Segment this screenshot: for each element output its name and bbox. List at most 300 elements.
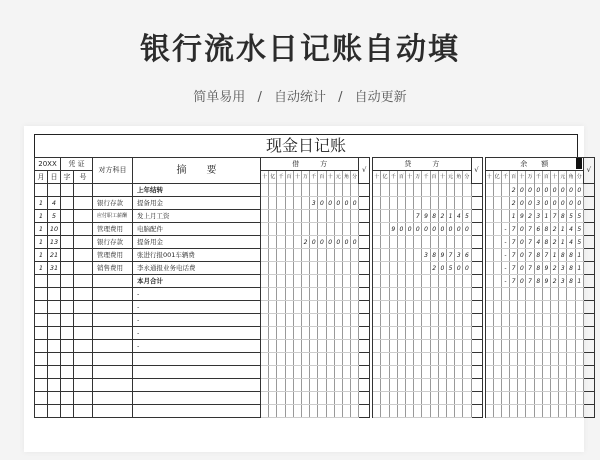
credit-digit bbox=[438, 353, 446, 366]
credit-digit bbox=[406, 275, 414, 288]
debit-digit bbox=[285, 223, 293, 236]
debit-digit bbox=[277, 405, 285, 418]
credit-digit bbox=[438, 314, 446, 327]
account-cell bbox=[93, 327, 133, 340]
check-cell bbox=[359, 301, 370, 314]
debit-digit bbox=[310, 184, 318, 197]
digit-unit-header: 百 bbox=[397, 171, 405, 184]
credit-digit bbox=[422, 197, 430, 210]
credit-digit bbox=[455, 340, 463, 353]
account-cell bbox=[93, 314, 133, 327]
balance-digit bbox=[501, 197, 509, 210]
credit-digit bbox=[430, 379, 438, 392]
credit-digit bbox=[381, 184, 389, 197]
debit-digit bbox=[269, 379, 277, 392]
credit-digit bbox=[414, 379, 422, 392]
debit-digit bbox=[301, 223, 309, 236]
balance-digit bbox=[510, 301, 518, 314]
summary-cell: - bbox=[133, 288, 261, 301]
balance-digit: 2 bbox=[551, 236, 559, 249]
balance-digit: 9 bbox=[542, 262, 550, 275]
balance-digit: 0 bbox=[567, 197, 575, 210]
credit-digit bbox=[381, 379, 389, 392]
debit-digit bbox=[301, 353, 309, 366]
credit-digit: 0 bbox=[463, 223, 471, 236]
check-cell bbox=[359, 210, 370, 223]
debit-digit bbox=[301, 314, 309, 327]
day-cell bbox=[48, 301, 61, 314]
balance-digit: 7 bbox=[510, 236, 518, 249]
credit-digit bbox=[397, 314, 405, 327]
check-cell bbox=[583, 340, 594, 353]
credit-digit bbox=[397, 262, 405, 275]
balance-digit: 4 bbox=[534, 236, 542, 249]
day-cell bbox=[48, 379, 61, 392]
debit-digit bbox=[285, 366, 293, 379]
debit-digit bbox=[351, 353, 359, 366]
balance-digit: 8 bbox=[542, 236, 550, 249]
debit-digit bbox=[293, 353, 301, 366]
balance-digit bbox=[493, 210, 501, 223]
balance-digit: - bbox=[501, 262, 509, 275]
ledger-title: 现金日记账 bbox=[34, 134, 578, 157]
debit-digit bbox=[310, 405, 318, 418]
voucher-number-cell bbox=[74, 262, 93, 275]
voucher-number-cell bbox=[74, 184, 93, 197]
debit-digit bbox=[351, 210, 359, 223]
month-cell bbox=[35, 301, 48, 314]
credit-digit bbox=[381, 405, 389, 418]
credit-digit bbox=[414, 340, 422, 353]
credit-digit bbox=[463, 314, 471, 327]
credit-digit bbox=[422, 288, 430, 301]
balance-digit bbox=[493, 197, 501, 210]
month-cell bbox=[35, 288, 48, 301]
debit-digit bbox=[269, 340, 277, 353]
debit-digit bbox=[301, 262, 309, 275]
credit-digit bbox=[438, 301, 446, 314]
digit-unit-header: 十 bbox=[261, 171, 269, 184]
account-cell: 销售费用 bbox=[93, 262, 133, 275]
account-cell: 银行存款 bbox=[93, 236, 133, 249]
digit-unit-header: 万 bbox=[301, 171, 309, 184]
debit-digit bbox=[261, 340, 269, 353]
month-cell bbox=[35, 184, 48, 197]
voucher-type-cell bbox=[61, 301, 74, 314]
debit-digit bbox=[318, 210, 326, 223]
balance-digit bbox=[518, 340, 526, 353]
credit-digit bbox=[422, 314, 430, 327]
debit-digit bbox=[318, 392, 326, 405]
debit-digit bbox=[326, 288, 334, 301]
balance-digit bbox=[526, 288, 534, 301]
voucher-type-cell bbox=[61, 366, 74, 379]
check-cell bbox=[359, 288, 370, 301]
balance-digit bbox=[551, 366, 559, 379]
debit-digit bbox=[261, 223, 269, 236]
credit-digit bbox=[414, 392, 422, 405]
digit-unit-header: 万 bbox=[414, 171, 422, 184]
debit-digit bbox=[334, 301, 342, 314]
ledger-row bbox=[35, 314, 595, 327]
debit-digit bbox=[269, 392, 277, 405]
credit-digit bbox=[446, 353, 454, 366]
credit-digit: 8 bbox=[430, 210, 438, 223]
balance-digit: 9 bbox=[542, 275, 550, 288]
debit-digit bbox=[351, 288, 359, 301]
digit-unit-header: 千 bbox=[389, 171, 397, 184]
credit-digit bbox=[389, 379, 397, 392]
debit-digit bbox=[269, 249, 277, 262]
balance-digit bbox=[551, 314, 559, 327]
credit-digit bbox=[373, 301, 381, 314]
day-cell: 4 bbox=[48, 197, 61, 210]
account-cell bbox=[93, 275, 133, 288]
debit-digit bbox=[334, 288, 342, 301]
summary-cell: - bbox=[133, 301, 261, 314]
credit-digit bbox=[373, 249, 381, 262]
balance-digit bbox=[534, 340, 542, 353]
balance-digit: 3 bbox=[559, 275, 567, 288]
voucher-header: 凭 证 bbox=[61, 158, 93, 171]
balance-digit bbox=[485, 197, 493, 210]
voucher-number-cell bbox=[74, 314, 93, 327]
debit-digit bbox=[293, 288, 301, 301]
credit-digit bbox=[455, 379, 463, 392]
credit-digit bbox=[381, 223, 389, 236]
credit-digit bbox=[414, 236, 422, 249]
month-header: 月 bbox=[35, 171, 48, 184]
check-cell bbox=[359, 379, 370, 392]
debit-digit bbox=[342, 405, 350, 418]
debit-digit bbox=[269, 366, 277, 379]
balance-digit: 7 bbox=[542, 249, 550, 262]
debit-digit bbox=[351, 379, 359, 392]
summary-cell: 本月合计 bbox=[133, 275, 261, 288]
digit-unit-header: 角 bbox=[455, 171, 463, 184]
debit-digit bbox=[310, 314, 318, 327]
summary-cell bbox=[133, 353, 261, 366]
balance-digit bbox=[501, 314, 509, 327]
credit-digit bbox=[446, 184, 454, 197]
balance-digit bbox=[518, 353, 526, 366]
credit-digit bbox=[446, 197, 454, 210]
balance-digit bbox=[493, 392, 501, 405]
credit-digit bbox=[406, 184, 414, 197]
credit-digit: 0 bbox=[414, 223, 422, 236]
debit-digit bbox=[326, 327, 334, 340]
balance-digit bbox=[501, 210, 509, 223]
balance-digit bbox=[485, 288, 493, 301]
credit-digit: 5 bbox=[446, 262, 454, 275]
account-cell bbox=[93, 366, 133, 379]
summary-cell: - bbox=[133, 327, 261, 340]
balance-digit bbox=[575, 405, 583, 418]
credit-digit bbox=[373, 275, 381, 288]
debit-digit bbox=[293, 314, 301, 327]
digit-unit-header: 十 bbox=[326, 171, 334, 184]
balance-digit: 1 bbox=[542, 210, 550, 223]
voucher-number-cell bbox=[74, 197, 93, 210]
check-cell bbox=[471, 210, 482, 223]
summary-cell: 张进行报001车辆费 bbox=[133, 249, 261, 262]
credit-digit: 0 bbox=[430, 223, 438, 236]
balance-digit bbox=[485, 405, 493, 418]
debit-digit bbox=[318, 379, 326, 392]
month-cell bbox=[35, 366, 48, 379]
debit-digit: 0 bbox=[326, 197, 334, 210]
balance-digit bbox=[534, 366, 542, 379]
credit-digit bbox=[381, 301, 389, 314]
balance-digit bbox=[485, 353, 493, 366]
credit-digit bbox=[389, 327, 397, 340]
debit-digit bbox=[261, 262, 269, 275]
debit-digit bbox=[334, 249, 342, 262]
check-cell bbox=[359, 340, 370, 353]
balance-digit: 3 bbox=[559, 262, 567, 275]
debit-digit bbox=[334, 392, 342, 405]
debit-digit bbox=[334, 262, 342, 275]
account-header: 对方科目 bbox=[93, 158, 133, 184]
debit-digit bbox=[326, 392, 334, 405]
credit-digit: 1 bbox=[446, 210, 454, 223]
month-cell bbox=[35, 340, 48, 353]
check-cell bbox=[359, 223, 370, 236]
balance-digit bbox=[559, 405, 567, 418]
balance-digit bbox=[542, 392, 550, 405]
ledger-table bbox=[34, 157, 595, 418]
debit-digit bbox=[269, 405, 277, 418]
page-subtitle bbox=[0, 86, 600, 105]
check-cell bbox=[471, 275, 482, 288]
debit-digit bbox=[326, 353, 334, 366]
voucher-type-cell bbox=[61, 197, 74, 210]
debit-digit bbox=[326, 314, 334, 327]
balance-digit bbox=[510, 288, 518, 301]
debit-digit bbox=[261, 353, 269, 366]
debit-digit bbox=[310, 262, 318, 275]
voucher-number-cell bbox=[74, 353, 93, 366]
balance-digit bbox=[518, 392, 526, 405]
debit-digit bbox=[301, 366, 309, 379]
credit-digit bbox=[397, 288, 405, 301]
debit-digit bbox=[277, 236, 285, 249]
debit-digit bbox=[301, 327, 309, 340]
subtitle-item: 简单易用 bbox=[193, 90, 246, 105]
credit-digit bbox=[373, 379, 381, 392]
debit-digit bbox=[293, 379, 301, 392]
balance-digit bbox=[485, 184, 493, 197]
balance-digit: 1 bbox=[551, 249, 559, 262]
credit-digit bbox=[414, 288, 422, 301]
credit-digit bbox=[373, 223, 381, 236]
check-header: √ bbox=[583, 158, 594, 184]
check-header: √ bbox=[471, 158, 482, 184]
check-cell bbox=[583, 301, 594, 314]
credit-digit bbox=[373, 288, 381, 301]
credit-digit bbox=[389, 262, 397, 275]
balance-digit bbox=[567, 301, 575, 314]
balance-digit: 1 bbox=[559, 223, 567, 236]
ledger-row bbox=[35, 366, 595, 379]
balance-digit: 3 bbox=[534, 197, 542, 210]
balance-digit bbox=[542, 366, 550, 379]
credit-digit bbox=[406, 262, 414, 275]
credit-digit bbox=[422, 366, 430, 379]
voucher-number-cell bbox=[74, 340, 93, 353]
balance-digit bbox=[501, 405, 509, 418]
credit-digit bbox=[438, 275, 446, 288]
debit-digit bbox=[293, 262, 301, 275]
check-cell bbox=[583, 379, 594, 392]
ledger-row bbox=[35, 236, 595, 249]
debit-digit bbox=[293, 327, 301, 340]
balance-digit bbox=[493, 223, 501, 236]
balance-digit bbox=[485, 379, 493, 392]
account-cell bbox=[93, 340, 133, 353]
debit-digit bbox=[342, 184, 350, 197]
debit-digit bbox=[334, 223, 342, 236]
balance-digit: 0 bbox=[567, 184, 575, 197]
debit-digit bbox=[326, 210, 334, 223]
credit-digit bbox=[438, 366, 446, 379]
check-cell bbox=[359, 262, 370, 275]
digit-unit-header: 十 bbox=[373, 171, 381, 184]
credit-digit: 9 bbox=[422, 210, 430, 223]
balance-digit bbox=[551, 340, 559, 353]
day-cell bbox=[48, 184, 61, 197]
check-cell bbox=[583, 353, 594, 366]
voucher-type-cell bbox=[61, 223, 74, 236]
digit-unit-header: 亿 bbox=[493, 171, 501, 184]
credit-digit: 3 bbox=[455, 249, 463, 262]
balance-digit bbox=[534, 327, 542, 340]
debit-digit bbox=[310, 210, 318, 223]
debit-digit bbox=[277, 275, 285, 288]
debit-digit bbox=[293, 301, 301, 314]
ledger-row bbox=[35, 353, 595, 366]
digit-unit-header: 角 bbox=[342, 171, 350, 184]
day-cell bbox=[48, 353, 61, 366]
debit-digit bbox=[285, 197, 293, 210]
balance-digit bbox=[518, 379, 526, 392]
balance-digit bbox=[542, 288, 550, 301]
balance-digit: 0 bbox=[534, 184, 542, 197]
credit-digit bbox=[381, 210, 389, 223]
debit-digit bbox=[301, 392, 309, 405]
check-cell bbox=[583, 184, 594, 197]
debit-digit bbox=[326, 340, 334, 353]
month-cell: 1 bbox=[35, 197, 48, 210]
balance-digit: 0 bbox=[559, 197, 567, 210]
balance-digit bbox=[510, 379, 518, 392]
debit-digit bbox=[301, 184, 309, 197]
balance-digit: 0 bbox=[518, 197, 526, 210]
voucher-number-cell bbox=[74, 275, 93, 288]
balance-digit bbox=[534, 288, 542, 301]
debit-digit bbox=[261, 184, 269, 197]
digit-unit-header: 亿 bbox=[269, 171, 277, 184]
credit-digit: 0 bbox=[406, 223, 414, 236]
balance-digit bbox=[567, 392, 575, 405]
balance-digit bbox=[575, 327, 583, 340]
check-cell bbox=[471, 327, 482, 340]
balance-digit bbox=[510, 405, 518, 418]
balance-digit: 8 bbox=[534, 262, 542, 275]
digit-unit-header: 千 bbox=[501, 171, 509, 184]
credit-digit bbox=[389, 405, 397, 418]
year-header: 20XX bbox=[35, 158, 61, 171]
check-cell bbox=[471, 353, 482, 366]
credit-digit bbox=[397, 210, 405, 223]
balance-digit: - bbox=[501, 223, 509, 236]
debit-digit: 0 bbox=[318, 236, 326, 249]
debit-digit bbox=[334, 340, 342, 353]
month-cell bbox=[35, 392, 48, 405]
digit-unit-header: 元 bbox=[446, 171, 454, 184]
credit-digit bbox=[438, 379, 446, 392]
credit-digit bbox=[446, 236, 454, 249]
summary-cell: 提备用金 bbox=[133, 197, 261, 210]
debit-digit bbox=[301, 405, 309, 418]
debit-digit bbox=[318, 314, 326, 327]
debit-digit bbox=[318, 275, 326, 288]
day-cell bbox=[48, 405, 61, 418]
check-cell bbox=[583, 223, 594, 236]
balance-digit bbox=[526, 340, 534, 353]
summary-cell: - bbox=[133, 340, 261, 353]
balance-digit bbox=[485, 236, 493, 249]
debit-digit: 0 bbox=[334, 197, 342, 210]
debit-digit bbox=[342, 223, 350, 236]
subtitle-item: 自动更新 bbox=[354, 90, 407, 105]
balance-digit: 5 bbox=[575, 210, 583, 223]
debit-digit bbox=[301, 301, 309, 314]
debit-digit bbox=[318, 340, 326, 353]
ledger-row bbox=[35, 301, 595, 314]
month-cell bbox=[35, 327, 48, 340]
debit-digit bbox=[310, 340, 318, 353]
balance-digit bbox=[551, 301, 559, 314]
day-cell bbox=[48, 275, 61, 288]
credit-digit bbox=[406, 327, 414, 340]
balance-digit: 4 bbox=[567, 236, 575, 249]
credit-digit bbox=[406, 301, 414, 314]
debit-digit bbox=[351, 314, 359, 327]
balance-digit bbox=[526, 379, 534, 392]
voucher-number-cell bbox=[74, 223, 93, 236]
balance-digit bbox=[542, 379, 550, 392]
credit-digit bbox=[463, 379, 471, 392]
debit-digit bbox=[351, 275, 359, 288]
credit-digit bbox=[430, 184, 438, 197]
credit-digit bbox=[406, 288, 414, 301]
check-cell bbox=[359, 366, 370, 379]
check-cell bbox=[471, 197, 482, 210]
digit-unit-header: 元 bbox=[559, 171, 567, 184]
credit-digit bbox=[373, 392, 381, 405]
account-cell bbox=[93, 353, 133, 366]
debit-digit bbox=[261, 210, 269, 223]
digit-unit-header: 十 bbox=[406, 171, 414, 184]
voucher-type-cell bbox=[61, 405, 74, 418]
credit-digit bbox=[373, 184, 381, 197]
voucher-type-cell bbox=[61, 379, 74, 392]
check-cell bbox=[471, 405, 482, 418]
day-cell bbox=[48, 327, 61, 340]
credit-digit bbox=[389, 392, 397, 405]
debit-digit bbox=[285, 249, 293, 262]
